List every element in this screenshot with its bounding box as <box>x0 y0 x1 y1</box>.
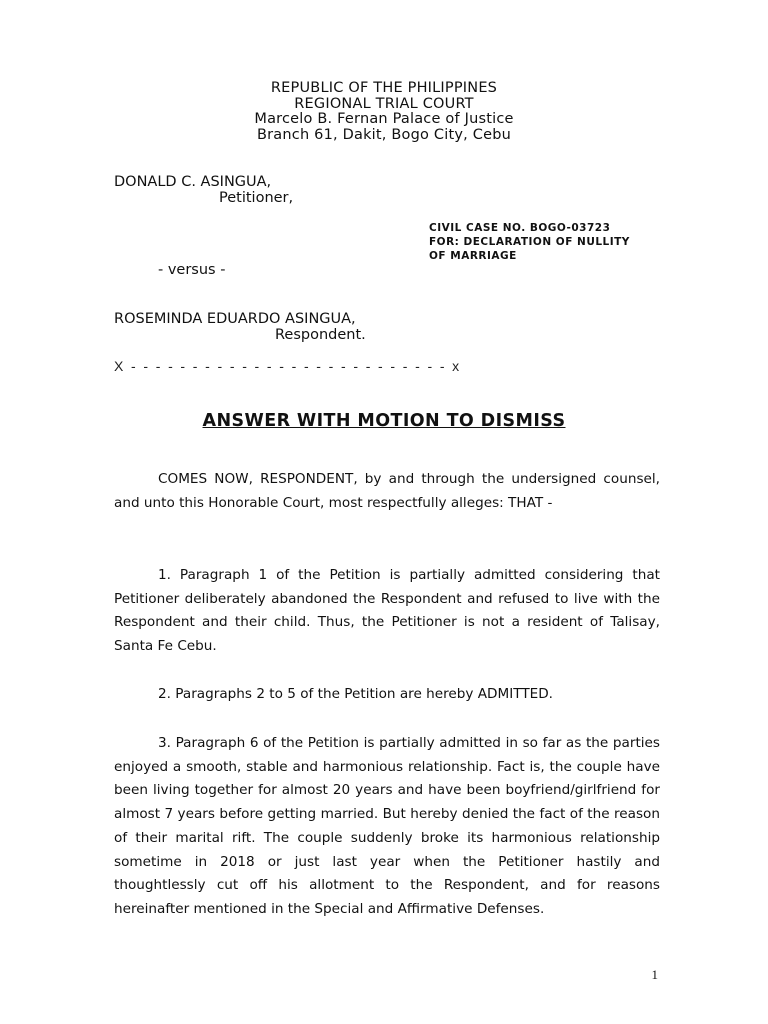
header-palace: Marcelo B. Fernan Palace of Justice <box>254 111 514 127</box>
header-court: REGIONAL TRIAL COURT <box>294 96 474 112</box>
header-republic: REPUBLIC OF THE PHILIPPINES <box>270 80 498 96</box>
intro-paragraph <box>114 468 660 515</box>
paragraph-3-text: 3. Paragraph 6 of the Petition is partially admitted in so far as the parties enjoyed a smooth, stable and harmonious relationship. Fact is, the couple have been living together for almost 20 years and have been boyfriend/girlfriend for almost 7 years before getting married. But hereby denied the fact of the reason of their marital rift. The couple suddenly broke its harmonious relationship sometime in 2018 or just last year when the Petitioner hastily and thoughtlessly cut off his allotment to the Respondent, and for reasons hereinafter mentioned in the Special and Affirmative Defenses. <box>114 735 660 917</box>
respondent-name: ROSEMINDA EDUARDO ASINGUA, <box>114 311 356 327</box>
petitioner-role: Petitioner, <box>219 190 294 206</box>
case-for-line2: OF MARRIAGE <box>429 250 517 262</box>
paragraph-2 <box>114 683 660 707</box>
versus-label: - versus - <box>158 262 226 278</box>
petitioner-name: DONALD C. ASINGUA, <box>114 174 272 190</box>
paragraph-1 <box>114 564 660 659</box>
paragraph-2-text: 2. Paragraphs 2 to 5 of the Petition are hereby ADMITTED. <box>158 686 554 702</box>
page-number: 1 <box>651 967 658 982</box>
case-for-line1: FOR: DECLARATION OF NULLITY <box>429 236 630 248</box>
case-number: CIVIL CASE NO. BOGO-03723 <box>429 222 611 234</box>
paragraph-1-text: 1. Paragraph 1 of the Petition is partially admitted considering that Petitioner deliberately abandoned the Respondent and refused to live with the Respondent and their child. Thus, the Petitioner is not a resident of Talisay, Santa Fe Cebu. <box>114 567 660 655</box>
paragraph-3 <box>114 732 660 922</box>
respondent-role: Respondent. <box>275 327 366 343</box>
header-branch: Branch 61, Dakit, Bogo City, Cebu <box>257 127 511 143</box>
document-title: ANSWER WITH MOTION TO DISMISS <box>202 411 566 431</box>
intro-text: COMES NOW, RESPONDENT, by and through the undersigned counsel, and unto this Honorable Court, most respectfully alleges: THAT - <box>114 471 660 511</box>
caption-separator: X - - - - - - - - - - - - - - - - - - - - - - - - - - x <box>114 358 462 374</box>
